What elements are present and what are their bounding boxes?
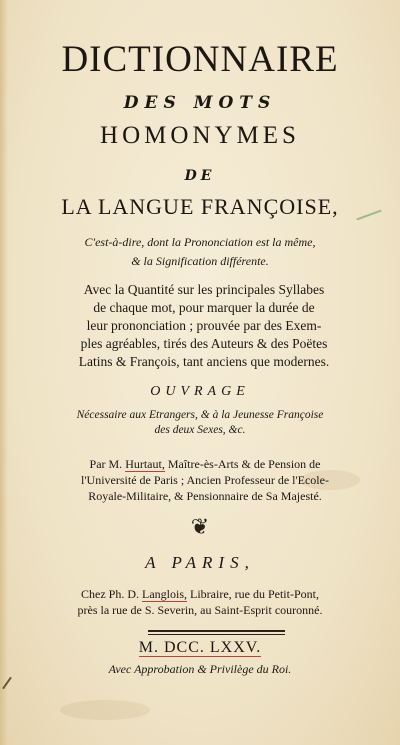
subtitle [0,233,400,271]
description-line: Avec la Quantité sur les principales Syllabes [83,282,325,297]
author-prefix: Par M. [89,457,123,471]
subtitle-line: C'est-à-dire, dont la Prononciation est la même, [84,235,316,249]
author-title: Maître-ès-Arts & de Pension de [167,457,321,471]
author-name: Hurtaut, [125,457,165,471]
imprint-prefix: Chez Ph. D. [81,587,139,601]
author-line: l'Université de Paris ; Ancien Professeur de l'Ecole- [81,473,329,487]
divider-rule [148,634,285,635]
title-de: DE [184,168,216,184]
title-des-mots: DES MOTS [123,93,277,113]
audience-line: Nécessaire aux Etrangers, & à la Jeunesse Françoise [76,409,324,421]
imprint-city: A PARIS, [145,553,255,572]
author-line [30,456,380,472]
author-block [30,456,380,504]
description-line: leur prononciation ; prouvée par des Exem- [86,318,322,333]
divider-rule [148,630,285,632]
year-text: M. DCC. LXXV. [138,639,262,656]
publisher-name: Langlois, [142,587,187,601]
imprint-line: près la rue de S. Severin, au Saint-Esprit couronné. [77,603,323,617]
description-line: de chaque mot, pour marquer la durée de [93,300,315,315]
ouvrage-heading: OUVRAGE [150,384,250,399]
title-dictionnaire: DICTIONNAIRE [61,39,339,80]
description-line: ples agréables, tirés des Auteurs & des Poëtes [80,336,328,351]
title-langue-francoise: LA LANGUE FRANÇOISE, [61,194,339,219]
publication-year [0,639,400,657]
audience-line: des deux Sexes, &c. [154,424,246,436]
author-line: Royale-Militaire, & Pensionnaire de Sa Majesté. [88,489,322,503]
imprint-address [0,586,400,618]
audience-note [0,408,400,438]
fleuron-ornament-icon: ❦ [190,515,210,540]
subtitle-line: & la Signification différente. [131,254,269,268]
description [28,281,380,371]
description-line: Latins & François, tant anciens que modernes. [78,354,330,369]
approbation-line: Avec Approbation & Privilège du Roi. [108,662,292,676]
imprint-line [0,586,400,602]
imprint-street: Libraire, rue du Petit-Pont, [190,587,319,601]
title-homonymes: HOMONYMES [100,122,300,149]
paper-stain [60,700,150,720]
